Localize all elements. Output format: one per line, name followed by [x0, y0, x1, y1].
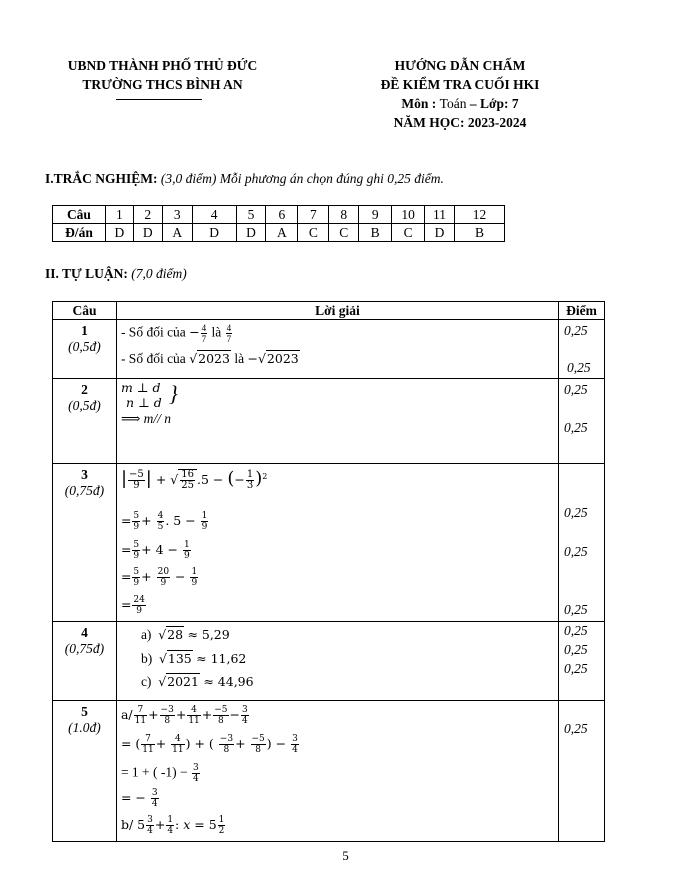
mcq-a: B: [455, 224, 505, 242]
mcq-q: 10: [392, 206, 425, 224]
subject-label: Môn: [401, 96, 429, 111]
q1-points: (0,5đ): [68, 339, 101, 354]
q3-line3: = $\frac{5}{9}$ + 4 − $\frac{1}{9}$: [120, 540, 190, 561]
mcq-answer-table: [52, 205, 505, 242]
q4-number: 4: [81, 625, 88, 640]
essay-row-q3: [53, 464, 605, 622]
q2-number: 2: [81, 382, 88, 397]
essay-row-q1: [53, 320, 605, 379]
mcq-q: 12: [455, 206, 505, 224]
q2-points: (0,5đ): [68, 398, 101, 413]
mcq-a: D: [133, 224, 162, 242]
section2-title: II. TỰ LUẬN:: [45, 266, 128, 281]
section1-heading: [45, 171, 444, 187]
mcq-a: A: [162, 224, 192, 242]
q3-scores: 0,25 0,25 0,25: [564, 505, 588, 617]
q5-points: (1.0đ): [68, 720, 101, 735]
q5-line2: = ( $\frac{7}{11}$ + $\frac{4}{11}$ ) + ( $\frac{-3}{8}$ + $\frac{-5}{8}$ ) − $\frac{3}{4}$: [120, 734, 298, 755]
mcq-q: 2: [133, 206, 162, 224]
q4-points: (0,75đ): [64, 641, 105, 656]
header-underline: [116, 99, 202, 100]
q3-line2: = $\frac{5}{9}$ + $\frac{4}{5}$ . 5 − $\frac{1}{9}$: [120, 511, 208, 532]
q3-number: 3: [81, 467, 88, 482]
section1-note: (3,0 điểm) Mỗi phương án chọn đúng ghi 0,25 điểm.: [160, 171, 444, 186]
mcq-q: 3: [162, 206, 192, 224]
q5-line3: = 1 + ( -1) − $\frac{3}{4}$: [120, 763, 199, 784]
q1-solution: [117, 320, 558, 378]
q3-solution: [117, 464, 558, 621]
essay-solution-table: [52, 301, 605, 842]
school-year: NĂM HỌC: 2023-2024: [393, 115, 527, 130]
school-name: TRƯỜNG THCS BÌNH AN: [82, 77, 243, 92]
mcq-a: C: [298, 224, 329, 242]
brace-icon: }: [168, 381, 178, 406]
section1-title: I.TRẮC NGHIỆM:: [45, 171, 158, 186]
header-right: [330, 56, 590, 132]
q4-line-a: a) √28 ≈ 5,29: [140, 627, 230, 642]
q5-line4: = − $\frac{3}{4}$: [120, 788, 158, 809]
grade-label: Lớp:: [479, 96, 509, 111]
mcq-q: 9: [359, 206, 392, 224]
mcq-row-label: Câu: [53, 206, 106, 224]
subject-value: Toán: [439, 96, 467, 111]
district-name: UBND THÀNH PHỐ THỦ ĐỨC: [67, 58, 258, 73]
q1-scores: 0,25 0,25: [564, 323, 591, 375]
mcq-row-label: Đ/án: [53, 224, 106, 242]
q1-number: 1: [81, 323, 88, 338]
mcq-q: 8: [329, 206, 359, 224]
mcq-q: 6: [266, 206, 298, 224]
section2-heading: [45, 266, 187, 282]
essay-row-q5: [53, 701, 605, 842]
header-left: [40, 56, 285, 94]
section2-note: (7,0 điểm): [131, 266, 187, 281]
essay-row-q4: [53, 622, 605, 701]
page-number: 5: [342, 848, 349, 863]
essay-row-q2: [53, 379, 605, 464]
q5-scores: 0,25: [564, 721, 588, 736]
q3-line4: = $\frac{5}{9}$ + $\frac{20}{9}$ − $\frac{1}{9}$: [120, 567, 198, 588]
q4-solution: [117, 622, 558, 700]
q4-line-b: b) √135 ≈ 11,62: [140, 651, 247, 666]
mcq-q: 4: [192, 206, 236, 224]
q5-line1: a/ $\frac{7}{11}$ + $\frac{-3}{8}$ + $\frac{4}{11}$ + $\frac{-5}{8}$ − $\frac{3}{4}$: [120, 705, 248, 726]
mcq-a: D: [105, 224, 133, 242]
mcq-answer-row: [53, 224, 505, 242]
q5-solution: [117, 701, 558, 841]
col-question: Câu: [53, 302, 117, 320]
q3-line1: | $\frac{-5}{9}$ | + √ $\frac{16}{25}$ .5 − (− $\frac{1}{3}$ )$^2$: [120, 468, 268, 491]
q2-scores: 0,25 0,25: [564, 382, 588, 435]
q5-line5: b/ 5 $\frac{3}{4}$ + $\frac{1}{4}$ : x = 5 $\frac{1}{2}$: [120, 815, 225, 836]
col-solution: Lời giải: [116, 302, 558, 320]
mcq-a: D: [192, 224, 236, 242]
mcq-a: C: [392, 224, 425, 242]
mcq-a: B: [359, 224, 392, 242]
mcq-q: 1: [105, 206, 133, 224]
q5-number: 5: [81, 704, 88, 719]
mcq-question-row: [53, 206, 505, 224]
q3-line5: = $\frac{24}{9}$: [120, 595, 145, 616]
mcq-a: D: [236, 224, 266, 242]
exam-title: ĐỀ KIỂM TRA CUỐI HKI: [380, 77, 540, 92]
mcq-q: 7: [298, 206, 329, 224]
mcq-q: 5: [236, 206, 266, 224]
mcq-a: C: [329, 224, 359, 242]
grade-value: 7: [511, 96, 519, 111]
mcq-a: D: [425, 224, 455, 242]
q2-solution: m ⊥ d n ⊥ d } ⟹ m// n: [120, 380, 178, 426]
q4-scores: 0,25 0,25 0,25: [564, 623, 588, 676]
q1-line1: - Số đối của − $\frac{4}{7}$ là $\frac{4}{7}$: [120, 323, 232, 344]
doc-title: HƯỚNG DẪN CHẤM: [394, 58, 526, 73]
col-score: Điểm: [559, 302, 605, 320]
q4-line-c: c) √2021 ≈ 44,96: [140, 674, 254, 689]
q1-line2: - Số đối của √2023 là −√2023: [120, 351, 299, 366]
essay-header-row: [53, 302, 605, 320]
mcq-q: 11: [425, 206, 455, 224]
subject-line: Môn : Toán – Lớp: 7: [401, 96, 519, 111]
q3-points: (0,75đ): [64, 483, 105, 498]
mcq-a: A: [266, 224, 298, 242]
